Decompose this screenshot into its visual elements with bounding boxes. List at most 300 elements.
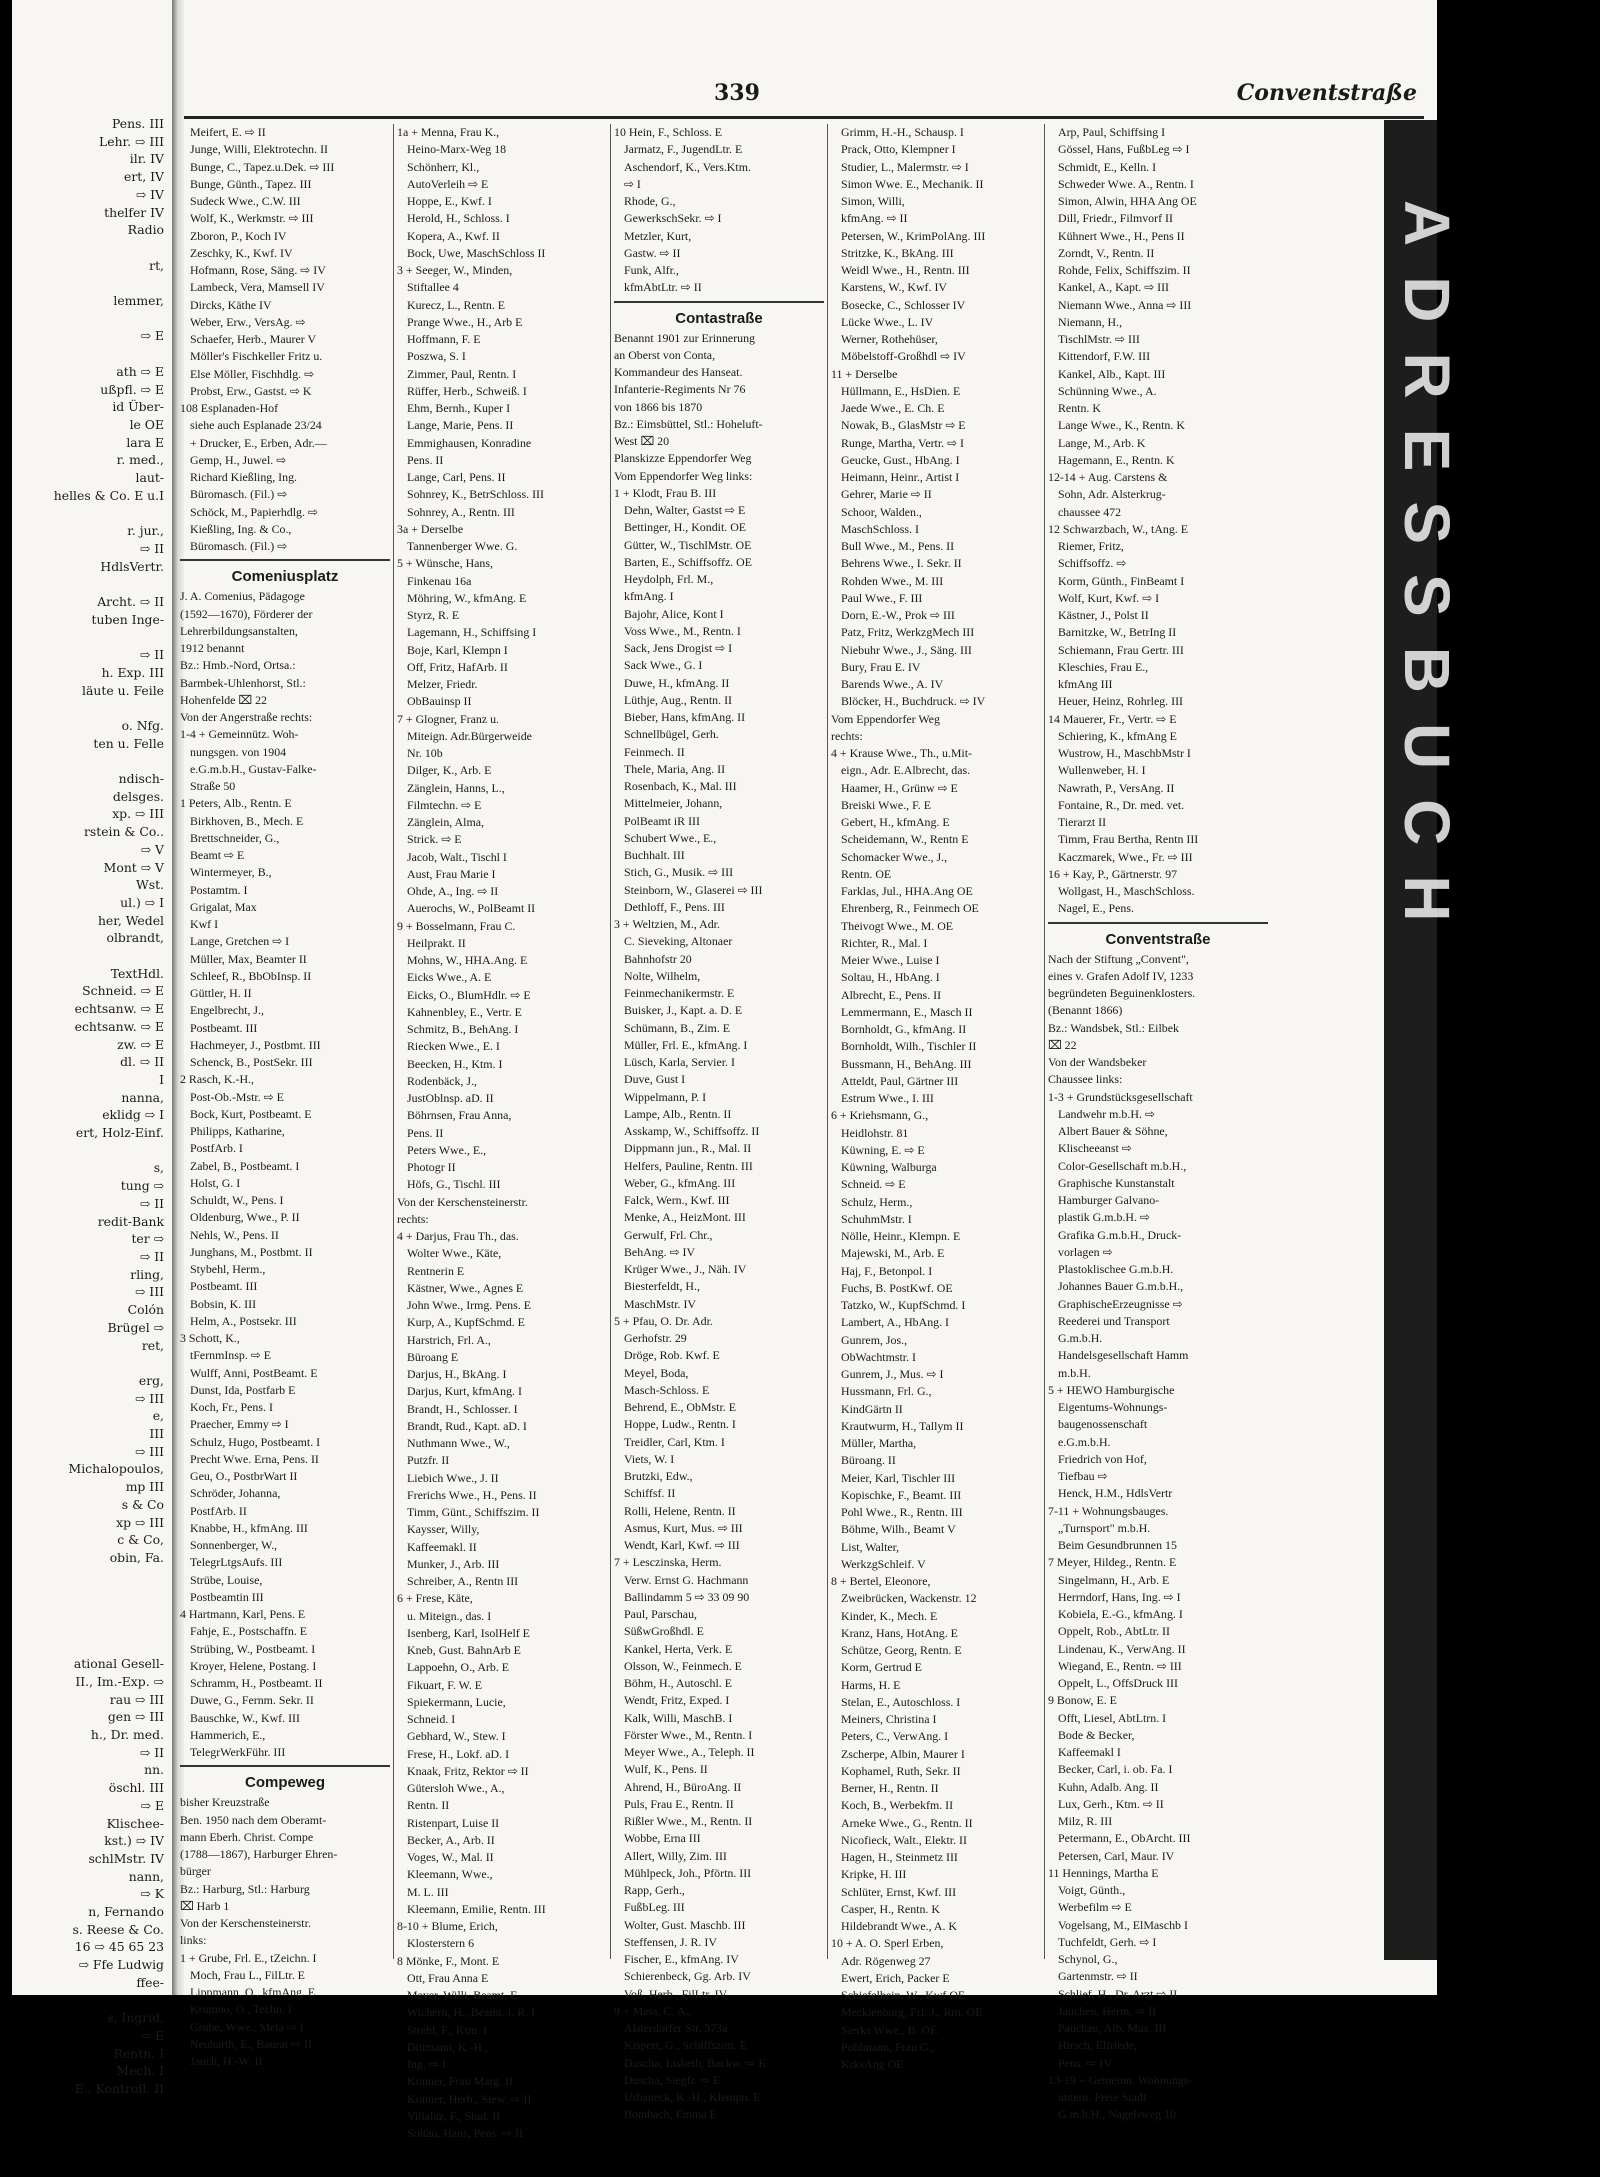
resident-entry: Frese, H., Lokf. aD. I (407, 1746, 510, 1761)
resident-entry: Lange, Gretchen ⇨ I (190, 934, 290, 949)
resident-entry: Kophamel, Ruth, Sekr. II (841, 1763, 961, 1778)
resident-entry: Kopischke, F., Beamt. III (841, 1487, 962, 1502)
resident-entry: G.m.b.H., Nagelsweg 10 (1058, 2107, 1176, 2122)
house-number-entry: 8 + Bertel, Eleonore, (831, 1574, 931, 1588)
facing-page-line: ert, IV (124, 169, 164, 185)
resident-entry: Wulff, Anni, PostBeamt. E (190, 1365, 318, 1380)
street-note: Von der Kerschensteinerstr. (180, 1916, 311, 1930)
resident-entry: Wolf, K., Werkmstr. ⇨ III (190, 211, 314, 226)
resident-entry: Harstrich, Frl. A., (407, 1332, 491, 1347)
resident-entry: Barten, E., Schiffsoffz. OE (624, 554, 753, 569)
resident-entry: Photogr II (407, 1160, 456, 1174)
resident-entry: Brutzki, Edw., (624, 1469, 693, 1483)
resident-entry: M. L. III (407, 1884, 449, 1899)
facing-page-line: redit-Bank (97, 1213, 164, 1229)
resident-entry: C. Sieveking, Altonaer (624, 934, 733, 949)
resident-entry: Timm, Günt., Schiffszim. II (407, 1505, 540, 1519)
facing-page-line: id Über- (112, 399, 164, 415)
resident-entry: Schiefelbein, W., Kwf OE (841, 1988, 966, 2002)
street-note: Hohenfelde ⌧ 22 (180, 692, 268, 707)
resident-entry: Niemann Wwe., Anna ⇨ III (1058, 297, 1192, 312)
facing-page-line: Mont ⇨ V (103, 859, 164, 875)
resident-entry: Hoppe, E., Kwf. I (407, 194, 492, 208)
facing-page-line: s. Reese & Co. (72, 1921, 164, 1937)
resident-entry: Lange Wwe., K., Rentn. K (1058, 418, 1185, 433)
resident-entry: Kramer, Frau Marg. II (407, 2074, 513, 2089)
resident-entry: kfmAng. ⇨ II (841, 211, 908, 226)
resident-entry: Melzer, Friedr. (407, 677, 478, 691)
resident-entry: Majewski, M., Arb. E (841, 1246, 945, 1261)
column-divider (610, 124, 611, 1959)
resident-entry: Kispert, G., Schiffszim. E (624, 2038, 747, 2053)
resident-entry: Kankel, A., Kapt. ⇨ III (1058, 280, 1170, 295)
resident-entry: Duwe, H., kfmAng. II (624, 675, 730, 690)
resident-entry: Schütze, Georg, Rentn. E (841, 1643, 962, 1657)
resident-entry: Nawrath, P., VersAng. II (1058, 780, 1175, 795)
street-note: J. A. Comenius, Pädagoge (180, 589, 305, 604)
resident-entry: Moch, Frau L., FilLtr. E (190, 1967, 305, 1982)
resident-entry: Strehl, F., Ktm. I (407, 2022, 487, 2037)
facing-page-line: ⇨ E (140, 2027, 164, 2043)
resident-entry: Duscha, Lisbeth, Backw. ⇨ E (624, 2055, 766, 2070)
resident-entry: JustOblnsp. aD. II (407, 1091, 494, 1105)
resident-entry: Asmus, Kurt, Mus. ⇨ III (624, 1520, 743, 1535)
resident-entry: Klischeeanst ⇨ (1058, 1141, 1132, 1156)
resident-entry: Zboron, P., Koch IV (190, 228, 287, 243)
facing-page-line: helles & Co. E u.I (53, 487, 164, 503)
street-note: Kommandeur des Hanseat. (614, 365, 743, 379)
resident-entry: Adr. Rögenweg 27 (841, 1953, 931, 1968)
house-number-entry: 11 + Derselbe (831, 366, 898, 381)
house-number-entry: 7 Meyer, Hildeg., Rentn. E (1048, 1555, 1177, 1570)
resident-entry: Dorn, E.-W., Prok ⇨ III (841, 608, 955, 622)
facing-page-line: obin, Fa. (109, 1549, 164, 1565)
facing-page-line: h. Exp. III (101, 664, 164, 680)
resident-entry: Filmtechn. ⇨ E (407, 797, 482, 812)
facing-page-line: rstein & Co.. (83, 824, 164, 840)
resident-entry: Aust, Frau Marie I (407, 866, 496, 881)
resident-entry: Müller, Max, Beamter II (190, 951, 307, 966)
resident-entry: Duve, Gust I (624, 1072, 686, 1087)
facing-page-line (12, 504, 172, 522)
resident-entry: Sohn, Adr. Alsterkrug- (1058, 487, 1166, 502)
resident-entry: Heimann, Heinr., Artist I (841, 470, 960, 484)
resident-entry: Brandt, Rud., Kapt. aD. I (407, 1418, 527, 1433)
resident-entry: Rolli, Helene, Rentn. II (624, 1503, 736, 1518)
resident-entry: Liebich Wwe., J. II (407, 1470, 499, 1485)
resident-entry: Heuer, Heinz, Rohrleg. III (1058, 694, 1183, 709)
resident-entry: Sonnenberger, W., (190, 1538, 278, 1552)
resident-entry: Mohns, W., HHA.Ang. E (407, 953, 528, 967)
resident-entry: Fischer, E., kfmAng. IV (624, 1952, 739, 1966)
resident-entry: Lüthje, Aug., Rentn. II (624, 692, 732, 707)
facing-page-line: Brügel ⇨ (107, 1319, 164, 1335)
resident-entry: Zeschky, K., Kwf. IV (190, 245, 293, 260)
resident-entry: Beamt ⇨ E (190, 848, 245, 862)
resident-entry: Fontaine, R., Dr. med. vet. (1058, 797, 1185, 812)
resident-entry: Schiffsf. II (624, 1486, 676, 1501)
resident-entry: Herold, H., Schloss. I (407, 211, 510, 226)
resident-entry: Peters Wwe., E., (407, 1142, 487, 1157)
resident-entry: Mittelmeier, Johann, (624, 796, 723, 811)
resident-entry: Schreiber, A., Rentn III (407, 1574, 519, 1588)
resident-entry: Geucke, Gust., HbAng. I (841, 452, 960, 467)
resident-entry: Putzfr. II (407, 1453, 450, 1468)
resident-entry: Hüllmann, E., HsDien. E (841, 383, 961, 398)
resident-entry: Kopera, A., Kwf. II (407, 228, 500, 243)
resident-entry: Bornholdt, Wilh., Tischler II (841, 1039, 977, 1054)
facing-page-line (12, 239, 172, 257)
resident-entry: Grigalat, Max (190, 899, 257, 914)
resident-entry: Jaede Wwe., E. Ch. E (841, 401, 945, 415)
column-5 (1048, 124, 1268, 2122)
house-number-entry: 6 + Kriehsmann, G., (831, 1108, 929, 1123)
facing-page-line (12, 628, 172, 646)
resident-entry: Tannenberger Wwe. G. (407, 539, 518, 553)
resident-entry: Birkhoven, B., Mech. E (190, 813, 304, 828)
resident-entry: John Wwe., Irmg. Pens. E (407, 1298, 531, 1312)
resident-entry: Kaffeemakl. II (407, 1539, 477, 1554)
resident-entry: Runge, Martha, Vertr. ⇨ I (841, 435, 965, 450)
resident-entry: Hirsch, Elfriede, (1058, 2038, 1137, 2053)
street-note: von 1866 bis 1870 (614, 399, 703, 414)
resident-entry: Kahnenbley, E., Vertr. E (407, 1004, 522, 1019)
facing-page-line (12, 1142, 172, 1160)
resident-entry: Ehm, Bernh., Kuper I (407, 401, 511, 415)
column-1 (180, 124, 390, 2068)
house-number-entry: 5 + HEWO Hamburgische (1048, 1382, 1175, 1397)
resident-entry: Simon Wwe. E., Mechanik. II (841, 176, 984, 191)
resident-entry: Graphische Kunstanstalt (1058, 1175, 1175, 1190)
resident-entry: Puls, Frau E., Rentn. II (624, 1796, 734, 1811)
resident-entry: Meier, Karl, Tischler III (841, 1470, 956, 1485)
resident-entry: Schulz, Herm., (841, 1194, 913, 1209)
resident-entry: Fuchs, B. PostKwf. OE (841, 1280, 953, 1295)
resident-entry: Lüsch, Karla, Servier. I (624, 1055, 735, 1069)
resident-entry: Gütter, W., TischlMstr. OE (624, 537, 752, 552)
street-note: rechts: (397, 1211, 429, 1226)
resident-entry: Hagen, H., Steinmetz III (841, 1850, 958, 1864)
resident-entry: Zweibrücken, Wackenstr. 12 (841, 1591, 977, 1606)
resident-entry: Jarmatz, F., JugendLtr. E (624, 142, 743, 157)
running-head-street: Conventstraße (1236, 80, 1417, 106)
resident-entry: Schiemann, Frau Gertr. III (1058, 642, 1184, 657)
street-note: begründeten Beguinenklosters. (1048, 986, 1196, 1000)
facing-page-line (12, 752, 172, 770)
facing-page-line: erg, (138, 1372, 164, 1388)
facing-page-line: II., Im.-Exp. ⇨ (75, 1673, 164, 1689)
facing-page-line: tuben Inge- (91, 611, 164, 627)
resident-entry: Hamburger Galvano- (1058, 1193, 1160, 1207)
resident-entry: Böhrnsen, Frau Anna, (407, 1108, 512, 1123)
resident-entry: Gunrem, J., Mus. ⇨ I (841, 1367, 944, 1381)
resident-entry: Nehls, W., Pens. II (190, 1227, 279, 1242)
resident-entry: Sack Wwe., G. I (624, 658, 703, 673)
resident-entry: kfmAbtLtr. ⇨ II (624, 280, 702, 295)
resident-entry: Haamer, H., Grünw ⇨ E (841, 780, 958, 795)
facing-page-line: nann, (128, 1868, 164, 1884)
resident-entry: Poszwa, S. I (407, 349, 466, 364)
resident-entry: untern. Freie Stadt (1058, 2090, 1147, 2104)
resident-entry: Soltau, Hans, Pens. ⇨ II (407, 2126, 523, 2140)
resident-entry: Müller, Frl. E., kfmAng. I (624, 1037, 748, 1052)
facing-page-line: ul.) ⇨ I (120, 894, 164, 910)
street-note: ⌧ 22 (1048, 1037, 1077, 1052)
resident-entry: Kleemann, Emilie, Rentn. III (407, 1901, 546, 1916)
resident-entry: Asskamp, W., Schiffsoffz. II (624, 1124, 760, 1138)
resident-entry: „Turnsport" m.b.H. (1058, 1520, 1151, 1535)
street-note: Benannt 1901 zur Erinnerung (614, 330, 755, 345)
facing-page-line: ⇨ II (139, 1195, 164, 1211)
resident-entry: Vogelsang, M., ElMaschb I (1058, 1917, 1188, 1932)
resident-entry: Korm, Gertrud E (841, 1660, 922, 1675)
resident-entry: TischlMstr. ⇨ III (1058, 332, 1140, 346)
facing-page-line: ⇨ IV (135, 186, 164, 202)
resident-entry: Schneid. ⇨ E (841, 1177, 906, 1192)
resident-entry: Menke, A., HeizMont. III (624, 1210, 746, 1225)
facing-page-line: ath ⇨ E (116, 363, 164, 379)
street-note: Bz.: Eimsbüttel, Stl.: Hoheluft- (614, 416, 763, 431)
resident-entry: Lücke Wwe., L. IV (841, 314, 934, 329)
resident-entry: Behrens Wwe., I. Sekr. II (841, 556, 962, 571)
facing-page-line: zw. ⇨ E (117, 1036, 164, 1052)
resident-entry: Kroyer, Helene, Postang. I (190, 1658, 317, 1673)
resident-entry: Gebhard, W., Stew. I (407, 1729, 506, 1744)
resident-entry: Heidlohstr. 81 (841, 1125, 909, 1140)
resident-entry: Villalaz, F., Stud. II (407, 2108, 501, 2123)
resident-entry: Steffensen, J. R. IV (624, 1934, 717, 1949)
resident-entry: Masch-Schloss. E (624, 1382, 710, 1397)
resident-entry: Zorndt, V., Rentn. II (1058, 245, 1155, 260)
resident-entry: Postbeamt. III (190, 1279, 258, 1294)
resident-entry: Miteign. Adr.Bürgerweide (407, 728, 532, 743)
resident-entry: Schiering, K., kfmAng E (1058, 728, 1177, 743)
resident-entry: Schleef, R., BbObInsp. II (190, 968, 312, 983)
resident-entry: Kripke, H. III (841, 1867, 907, 1882)
resident-entry: Bode & Becker, (1058, 1727, 1135, 1742)
page-header (184, 74, 1437, 118)
resident-entry: Bussmann, H., BehAng. III (841, 1056, 972, 1071)
street-note: rechts: (831, 728, 863, 743)
resident-entry: Pauchau, Alb. Mus. III (1058, 2021, 1167, 2035)
resident-entry: siehe auch Esplanade 23/24 (190, 418, 322, 433)
resident-entry: Riecken Wwe., E. I (407, 1039, 500, 1054)
facing-page-line: olbrandt, (106, 930, 164, 946)
resident-entry: Brandt, H., Schlosser. I (407, 1401, 518, 1416)
facing-page-line: 16 ⇨ 45 65 23 (74, 1939, 164, 1955)
resident-entry: Hofmann, Rose, Säng. ⇨ IV (190, 263, 326, 277)
resident-entry: Kuhn, Adalb. Ang. II (1058, 1779, 1159, 1794)
resident-entry: Kurp, A., KupfSchmd. E (407, 1315, 525, 1330)
house-number-entry: 7 + Lesczinska, Herm. (614, 1555, 722, 1570)
house-number-entry: 5 + Pfau, O. Dr. Adr. (614, 1313, 713, 1328)
resident-entry: Gerwulf, Frl. Chr., (624, 1227, 713, 1242)
facing-page-line: thelfer IV (104, 204, 164, 220)
resident-entry: Wollgast, H., MaschSchloss. (1058, 884, 1195, 898)
street-note: Bz.: Harburg, Stl.: Harburg (180, 1881, 310, 1896)
resident-entry: Landwehr m.b.H. ⇨ (1058, 1106, 1155, 1121)
facing-page-line: her, Wedel (97, 912, 164, 928)
facing-page-line: schlMstr. IV (88, 1850, 164, 1866)
facing-page-line: Michalopoulos, (68, 1461, 164, 1477)
resident-entry: Rentn. OE (841, 866, 892, 881)
resident-entry: Schenck, B., PostSekr. III (190, 1055, 313, 1069)
resident-entry: Theivogt Wwe., M. OE (841, 918, 954, 933)
resident-entry: Aschendorf, K., Vers.Ktm. (624, 159, 751, 174)
resident-entry: Schuldt, W., Pens. I (190, 1193, 284, 1207)
resident-entry: Voigt, Günth., (1058, 1883, 1126, 1897)
resident-entry: Postamtm. I (190, 882, 248, 897)
resident-entry: Kästner, Wwe., Agnes E (407, 1280, 524, 1295)
facing-page-line (12, 1992, 172, 2010)
street-note: bisher Kreuzstraße (180, 1795, 270, 1810)
facing-page-line: ⇨ III (134, 1390, 164, 1406)
facing-page-line (12, 575, 172, 593)
resident-entry: Wobbe, Erna III (624, 1831, 701, 1846)
house-number-entry: 16 + Kay, P., Gärtnerstr. 97 (1048, 866, 1178, 881)
resident-entry: FußbLeg. III (624, 1900, 685, 1915)
resident-entry: Biesterfeldt, H., (624, 1279, 700, 1294)
street-note: ⌧ Harb 1 (180, 1898, 230, 1913)
resident-entry: TelegrWerkFühr. III (190, 1745, 286, 1759)
resident-entry: Metzler, Kurt, (624, 228, 692, 243)
facing-page-line: ⇨ K (140, 1886, 164, 1902)
resident-entry: Lux, Gerh., Ktm. ⇨ II (1058, 1796, 1164, 1811)
resident-entry: Darjus, Kurt, kfmAng. I (407, 1384, 522, 1399)
resident-entry: Schlüter, Ernst, Kwf. III (841, 1884, 957, 1899)
resident-entry: Zimmer, Paul, Rentn. I (407, 366, 517, 381)
resident-entry: Höfs, G., Tischl. III (407, 1177, 501, 1192)
resident-entry: Pohl Wwe., R., Rentn. III (841, 1505, 963, 1519)
resident-entry: Hildebrandt Wwe., A. K (841, 1919, 958, 1933)
resident-entry: Feinmechanikermstr. E (624, 986, 735, 1000)
resident-entry: Sudeck Wwe., C.W. III (190, 194, 301, 208)
resident-entry: Möhring, W., kfmAng. E (407, 590, 527, 605)
resident-entry: Ewert, Erich, Packer E (841, 1970, 950, 1985)
facing-page-line: xp ⇨ III (116, 1514, 164, 1530)
resident-entry: Urbaneck, K.-H., Klempn. E (624, 2090, 761, 2104)
resident-entry: Bunge, Günth., Tapez. III (190, 176, 312, 191)
resident-entry: Breiski Wwe., F. E (841, 797, 931, 812)
resident-entry: Dill, Friedr., Filmvorf II (1058, 211, 1173, 226)
facing-page-line (12, 1584, 172, 1602)
street-note: eines v. Grafen Adolf IV, 1233 (1048, 968, 1194, 983)
resident-entry: Zänglein, Hanns, L., (407, 780, 505, 795)
resident-entry: Küwning, E. ⇨ E (841, 1142, 925, 1157)
house-number-entry: 6 + Frese, Käte, (397, 1591, 473, 1606)
resident-entry: Dilger, K., Arb. E (407, 763, 492, 778)
resident-entry: Kaysser, Willy, (407, 1522, 480, 1537)
resident-entry: Gössel, Hans, FußbLeg ⇨ I (1058, 142, 1190, 157)
resident-entry: KrksAng OE (841, 2057, 904, 2071)
resident-entry: Sack, Jens Drogist ⇨ I (624, 641, 733, 655)
resident-entry: Ballindamm 5 ⇨ 33 09 90 (624, 1589, 750, 1604)
street-note: Ben. 1950 nach dem Oberamt- (180, 1812, 327, 1827)
resident-entry: Bobsin, K. III (190, 1296, 257, 1311)
resident-entry: Helm, A., Postsekr. III (190, 1313, 297, 1328)
directory-page (12, 0, 1463, 2140)
resident-entry: Boje, Karl, Klempn I (407, 642, 508, 657)
resident-entry: Kobiela, E.-G., kfmAng. I (1058, 1607, 1183, 1621)
resident-entry: Petersen, Carl, Maur. IV (1058, 1848, 1175, 1863)
resident-entry: Precht Wwe. Erna, Pens. II (190, 1451, 319, 1466)
resident-entry: Hammerich, E., (190, 1727, 266, 1742)
column-2 (397, 124, 607, 2140)
resident-entry: Auerochs, W., PolBeamt II (407, 901, 536, 916)
resident-entry: Paul Wwe., F. III (841, 590, 923, 605)
facing-page-line: e, (152, 1408, 164, 1424)
resident-entry: Holst, G. I (190, 1175, 241, 1190)
resident-entry: e.G.m.b.H. (1058, 1434, 1111, 1449)
resident-entry: baugenossenschaft (1058, 1417, 1148, 1432)
facing-page-line: kst.) ⇨ IV (104, 1833, 164, 1849)
facing-page-line: lemmer, (113, 293, 164, 309)
resident-entry: AutoVerleih ⇨ E (407, 176, 489, 191)
street-note: (1788—1867), Harburger Ehren- (180, 1847, 338, 1861)
resident-entry: Arneke Wwe., G., Rentn. II (841, 1815, 973, 1830)
resident-entry: Mühlpeck, Joh., Pförtn. III (624, 1865, 752, 1880)
resident-entry: Tiefbau ⇨ (1058, 1469, 1108, 1483)
resident-entry: Bock, Uwe, MaschSchloss II (407, 245, 546, 260)
resident-entry: Eigentums-Wohnungs- (1058, 1400, 1168, 1414)
resident-entry: Jauch, H.-W. II (190, 2054, 263, 2068)
facing-page-line (12, 1637, 172, 1655)
resident-entry: Meyer Wwe., A., Teleph. II (624, 1745, 755, 1759)
house-number-entry: 9 Bonow, E. E (1048, 1693, 1117, 1708)
resident-entry: Barnitzke, W., BetrIng II (1058, 625, 1177, 640)
resident-entry: Haj, F., Betonpol. I (841, 1263, 933, 1278)
resident-entry: Rosenbach, K., Mal. III (624, 779, 737, 793)
facing-page-line: delsges. (112, 788, 164, 804)
column-divider (1044, 124, 1045, 1959)
facing-page-line: ilr. IV (129, 151, 164, 167)
resident-entry: Wendt, Karl, Kwf. ⇨ III (624, 1538, 740, 1552)
house-number-entry: 1a + Menna, Frau K., (397, 125, 500, 139)
facing-page-line: Archt. ⇨ II (97, 593, 164, 609)
resident-entry: Verw. Ernst G. Hachmann (624, 1572, 749, 1587)
resident-entry: Feinmech. II (624, 744, 685, 759)
resident-entry: Postbeamt. III (190, 1020, 258, 1035)
resident-entry: Niemann, H., (1058, 314, 1123, 329)
street-note: Vom Eppendorfer Weg (831, 711, 940, 726)
resident-entry: Nagel, E., Pens. (1058, 901, 1134, 916)
facing-page-line (12, 274, 172, 292)
facing-page-line: Rentn. I (113, 2045, 164, 2061)
resident-entry: Bornholdt, G., kfmAng. II (841, 1022, 967, 1036)
resident-entry: Hoffmann, F. E (407, 332, 481, 346)
facing-page-line: echtsanw. ⇨ E (74, 1018, 164, 1034)
facing-page-line: HdlsVertr. (100, 558, 164, 574)
resident-entry: Rentnerin E (407, 1263, 465, 1278)
column-divider (393, 124, 394, 1959)
house-number-entry: 3 + Weltzien, M., Adr. (614, 917, 720, 931)
resident-entry: Ehrenberg, R., Feinmech OE (841, 901, 979, 916)
house-number-entry: 12-14 + Aug. Carstens & (1048, 470, 1168, 484)
resident-entry: Gunrem, Jos., (841, 1332, 908, 1347)
resident-entry: Krumno, O., Techn. I (190, 2002, 292, 2017)
facing-page-line: öschl. III (108, 1780, 164, 1796)
resident-entry: Friedrich von Hof, (1058, 1451, 1147, 1466)
street-note: Nach der Stiftung „Convent", (1048, 951, 1189, 966)
facing-page-line: ⇨ II (139, 540, 164, 556)
facing-page-line: rt, (149, 257, 164, 273)
facing-page-line: h., Dr. med. (90, 1726, 164, 1742)
resident-entry: Weber, G., kfmAng. III (624, 1175, 736, 1190)
resident-entry: Rohde, Felix, Schiffszim. II (1058, 263, 1191, 277)
resident-entry: Postbeamtin III (190, 1589, 264, 1604)
house-number-entry: 5 + Wünsche, Hans, (397, 556, 493, 571)
facing-page-line: Schneid. ⇨ E (82, 983, 164, 999)
